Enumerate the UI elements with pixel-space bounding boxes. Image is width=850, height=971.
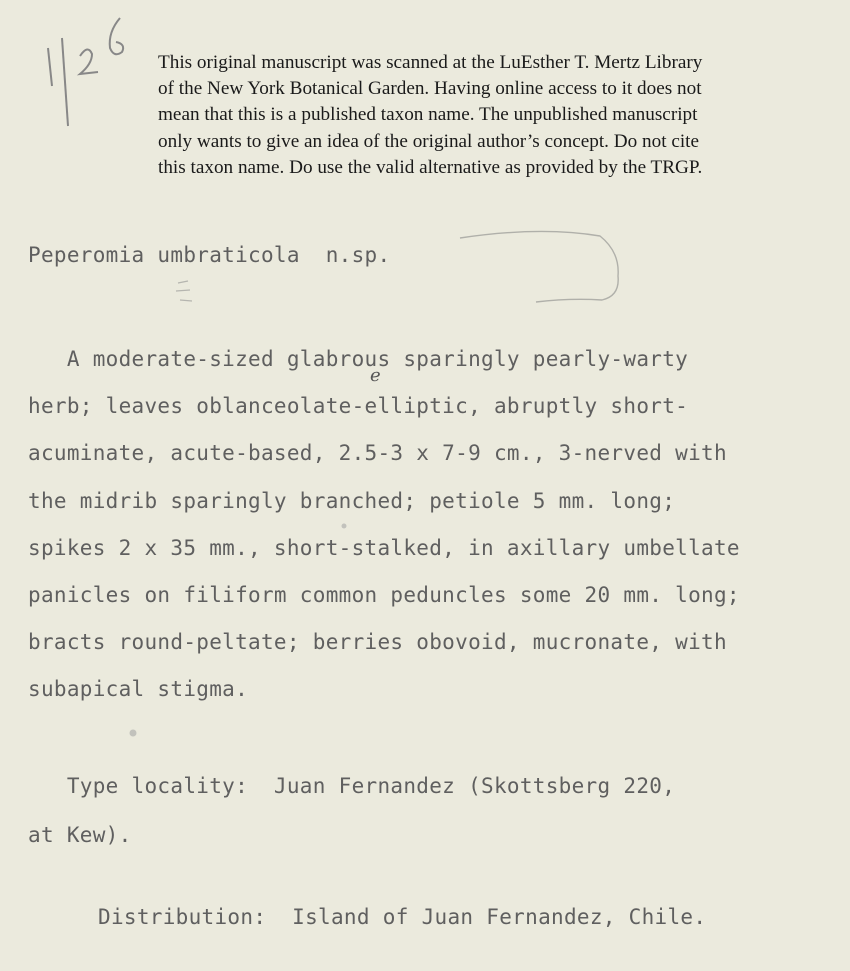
disclaimer-line: This original manuscript was scanned at the LuEsther T. Mertz Library xyxy=(158,52,703,73)
disclaimer-line: of the New York Botanical Garden. Having online access to it does not xyxy=(158,78,702,100)
description-line: herb; leaves oblanceolate-elliptic, abruptly short- xyxy=(28,394,689,419)
type-locality xyxy=(28,762,675,860)
description-line: subapical stigma. xyxy=(28,677,249,702)
disclaimer-line: this taxon name. Do use the valid alternative as provided by the TRGP. xyxy=(158,156,703,178)
disclaimer-line: mean that this is a published taxon name. The unpublished manuscript xyxy=(158,104,698,126)
species-description xyxy=(28,336,740,714)
description-line: acuminate, acute-based, 2.5-3 x 7-9 cm., 3-nerved with xyxy=(28,441,727,466)
description-line: the midrib sparingly branched; petiole 5 mm. long; xyxy=(28,488,676,513)
disclaimer-notice xyxy=(158,50,798,181)
description-line: A moderate-sized glabrous sparingly pearly-warty xyxy=(28,347,689,371)
type-locality-line: Type locality: Juan Fernandez (Skottsberg 220, xyxy=(28,774,676,798)
description-line: bracts round-peltate; berries obovoid, mucronate, with xyxy=(28,630,727,655)
handwritten-page-number xyxy=(40,8,140,128)
description-line: panicles on filiform common peduncles some 20 mm. long; xyxy=(28,583,740,608)
disclaimer-line: only wants to give an idea of the original author’s concept. Do not cite xyxy=(158,130,700,152)
distribution: Distribution: Island of Juan Fernandez, Chile. xyxy=(98,905,707,929)
species-title: Peperomia umbraticola n.sp. xyxy=(28,243,391,267)
handwritten-correction: e xyxy=(370,365,381,386)
description-line: spikes 2 x 35 mm., short-stalked, in axillary umbellate xyxy=(28,535,740,560)
type-locality-line: at Kew). xyxy=(28,823,132,847)
